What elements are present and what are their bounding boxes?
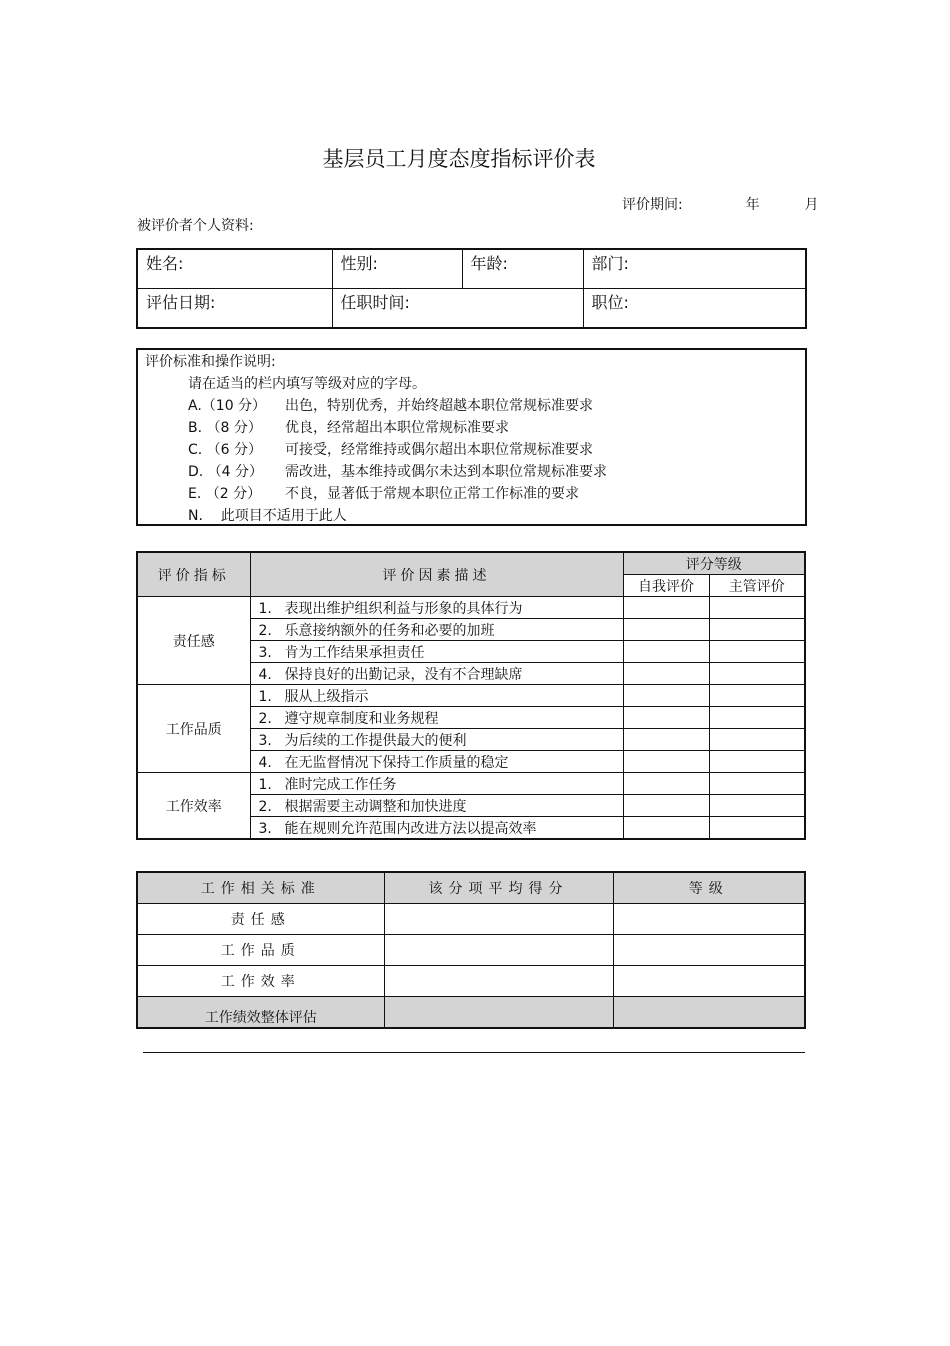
factor-text: 乐意接纳额外的任务和必要的加班 <box>284 622 495 639</box>
col-header-manager: 主管评价 <box>709 575 805 597</box>
manager-score-cell[interactable] <box>709 773 805 795</box>
category-cell: 责任感 <box>137 597 250 685</box>
manager-score-cell[interactable] <box>709 707 805 729</box>
grade-description: 出色，特别优秀，并始终超越本职位常规标准要求 <box>285 398 593 414</box>
factor-number: 1. <box>258 688 272 705</box>
age-field[interactable]: 年龄: <box>462 249 583 289</box>
col-header-factor: 评价因素描述 <box>250 552 623 597</box>
factor-number: 2. <box>258 798 272 815</box>
eval-date-field[interactable]: 评估日期: <box>137 289 332 329</box>
factor-text: 遵守规章制度和业务规程 <box>284 710 439 727</box>
factor-cell <box>250 685 623 707</box>
factor-number: 4. <box>258 666 272 683</box>
self-score-cell[interactable] <box>623 795 709 817</box>
factor-number: 2. <box>258 710 272 727</box>
page-title: 基层员工月度态度指标评价表 <box>322 147 596 171</box>
manager-score-cell[interactable] <box>709 795 805 817</box>
manager-score-cell[interactable] <box>709 685 805 707</box>
overall-average-cell[interactable] <box>384 997 613 1029</box>
evaluation-table <box>136 551 806 840</box>
factor-number: 3. <box>258 732 272 749</box>
period-year: 年 <box>745 197 760 213</box>
manager-score-cell[interactable] <box>709 817 805 840</box>
summary-grade-cell[interactable] <box>613 904 805 935</box>
tenure-field[interactable]: 任职时间: <box>332 289 583 329</box>
factor-number: 3. <box>258 820 272 837</box>
summary-average-cell[interactable] <box>384 935 613 966</box>
self-score-cell[interactable] <box>623 751 709 773</box>
self-score-cell[interactable] <box>623 729 709 751</box>
col-header-indicator: 评价指标 <box>137 552 250 597</box>
summary-col-grade: 等级 <box>613 872 805 904</box>
table-row <box>137 773 805 795</box>
self-score-cell[interactable] <box>623 773 709 795</box>
self-score-cell[interactable] <box>623 619 709 641</box>
grade-code: E. （2 分） <box>188 486 262 502</box>
summary-average-cell[interactable] <box>384 966 613 997</box>
factor-text: 根据需要主动调整和加快进度 <box>284 798 467 815</box>
factor-text: 为后续的工作提供最大的便利 <box>284 732 467 749</box>
summary-average-cell[interactable] <box>384 904 613 935</box>
factor-text: 保持良好的出勤记录，没有不合理缺席 <box>284 666 523 683</box>
summary-overall-row <box>137 997 805 1029</box>
self-score-cell[interactable] <box>623 597 709 619</box>
factor-number: 4. <box>258 754 272 771</box>
grade-description: 不良，显著低于常规本职位正常工作标准的要求 <box>285 486 579 502</box>
factor-text: 在无监督情况下保持工作质量的稳定 <box>284 754 509 771</box>
col-header-self: 自我评价 <box>623 575 709 597</box>
grade-level-row <box>188 483 579 503</box>
grade-code: A.（10 分） <box>188 398 267 414</box>
instructions-intro: 请在适当的栏内填写等级对应的字母。 <box>188 376 426 392</box>
table-row <box>137 597 805 619</box>
period-label: 评价期间: <box>622 197 683 213</box>
grade-description: 优良，经常超出本职位常规标准要求 <box>285 420 509 436</box>
factor-text: 准时完成工作任务 <box>284 776 397 793</box>
evaluation-period <box>622 194 819 214</box>
manager-score-cell[interactable] <box>709 751 805 773</box>
summary-standard-cell: 工作品质 <box>137 935 384 966</box>
factor-text: 肯为工作结果承担责任 <box>284 644 425 661</box>
summary-col-standard: 工作相关标准 <box>137 872 384 904</box>
col-header-grade: 评分等级 <box>623 552 805 575</box>
overall-grade-cell[interactable] <box>613 997 805 1029</box>
grade-code: C. （6 分） <box>188 442 263 458</box>
factor-cell <box>250 795 623 817</box>
grade-code: B. （8 分） <box>188 420 262 436</box>
manager-score-cell[interactable] <box>709 663 805 685</box>
factor-cell <box>250 597 623 619</box>
manager-score-cell[interactable] <box>709 597 805 619</box>
gender-field[interactable]: 性别: <box>332 249 462 289</box>
factor-cell <box>250 773 623 795</box>
name-field[interactable]: 姓名: <box>137 249 332 289</box>
instructions-box <box>136 348 807 526</box>
overall-label-cell: 工作绩效整体评估 <box>137 997 384 1029</box>
category-cell: 工作品质 <box>137 685 250 773</box>
manager-score-cell[interactable] <box>709 619 805 641</box>
manager-score-cell[interactable] <box>709 641 805 663</box>
factor-cell <box>250 707 623 729</box>
manager-score-cell[interactable] <box>709 729 805 751</box>
table-row <box>137 685 805 707</box>
factor-text: 服从上级指示 <box>284 688 369 705</box>
grade-level-row <box>188 439 593 459</box>
factor-text: 能在规则允许范围内改进方法以提高效率 <box>284 820 537 837</box>
grade-description: 需改进，基本维持或偶尔未达到本职位常规标准要求 <box>285 464 607 480</box>
category-cell: 工作效率 <box>137 773 250 840</box>
self-score-cell[interactable] <box>623 663 709 685</box>
department-field[interactable]: 部门: <box>583 249 806 289</box>
summary-standard-cell: 工作效率 <box>137 966 384 997</box>
summary-row <box>137 904 805 935</box>
factor-cell <box>250 729 623 751</box>
profile-section-label: 被评价者个人资料: <box>137 218 254 234</box>
summary-row <box>137 966 805 997</box>
factor-cell <box>250 641 623 663</box>
instructions-heading: 评价标准和操作说明: <box>145 354 276 370</box>
position-field[interactable]: 职位: <box>583 289 806 329</box>
period-month: 月 <box>804 197 819 213</box>
grade-level-row <box>188 461 607 481</box>
summary-grade-cell[interactable] <box>613 935 805 966</box>
summary-grade-cell[interactable] <box>613 966 805 997</box>
self-score-cell[interactable] <box>623 817 709 840</box>
personal-info-table <box>136 248 807 329</box>
self-score-cell[interactable] <box>623 641 709 663</box>
grade-level-row <box>188 417 509 437</box>
factor-number: 3. <box>258 644 272 661</box>
factor-cell <box>250 663 623 685</box>
not-applicable-note: N. 此项目不适用于此人 <box>188 508 347 524</box>
summary-standard-cell: 责任感 <box>137 904 384 935</box>
grade-description: 可接受，经常维持或偶尔超出本职位常规标准要求 <box>285 442 593 458</box>
grade-code: D. （4 分） <box>188 464 264 480</box>
factor-number: 1. <box>258 600 272 617</box>
factor-number: 2. <box>258 622 272 639</box>
summary-row <box>137 935 805 966</box>
self-score-cell[interactable] <box>623 685 709 707</box>
factor-cell <box>250 817 623 840</box>
factor-number: 1. <box>258 776 272 793</box>
summary-col-average: 该分项平均得分 <box>384 872 613 904</box>
bottom-divider <box>143 1052 805 1053</box>
factor-cell <box>250 751 623 773</box>
self-score-cell[interactable] <box>623 707 709 729</box>
grade-level-row <box>188 395 593 415</box>
factor-text: 表现出维护组织利益与形象的具体行为 <box>284 600 523 617</box>
factor-cell <box>250 619 623 641</box>
summary-table <box>136 871 806 1029</box>
